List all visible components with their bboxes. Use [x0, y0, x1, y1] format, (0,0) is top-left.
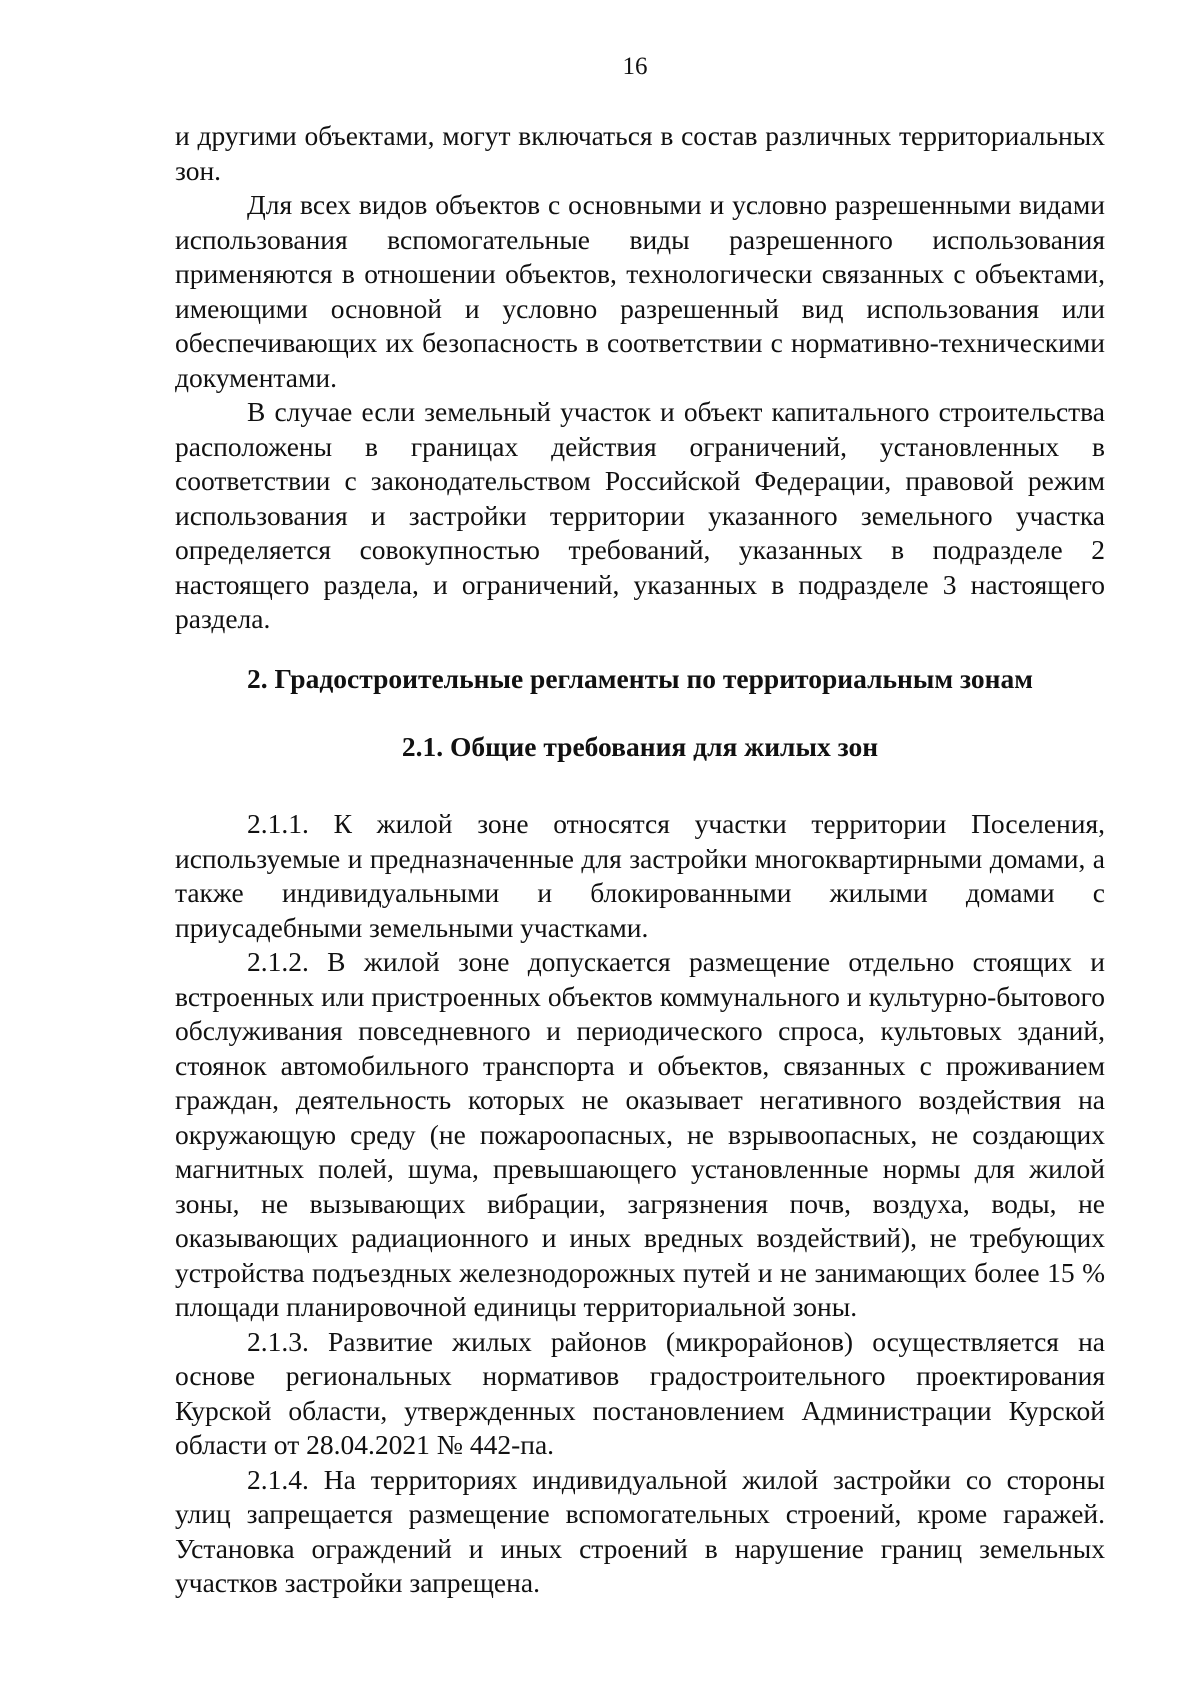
paragraph-continuation: и другими объектами, могут включаться в состав различных территориальных зон.	[175, 120, 1105, 186]
paragraph-restrictions: В случае если земельный участок и объект капитального строительства расположены в границах действия ограничений, установленных в соответствии с законодательством Российской Федерации, правовой режим использования и застройки территории указанного земельного участка определяется совокупностью требований, указанных в подразделе 2 настоящего раздела, и ограничений, указанных в подразделе 3 настоящего раздела.	[175, 396, 1105, 634]
paragraph-auxiliary-uses: Для всех видов объектов с основными и условно разрешенными видами использования вспомогательные виды разрешенного использования применяются в отношении объектов, технологически связанных с объектами, имеющими основной и условно разрешенный вид использования или обеспечивающих их безопасность в соответствии с нормативно-техническими документами.	[175, 189, 1105, 393]
paragraph-2-1-3: 2.1.3. Развитие жилых районов (микрорайонов) осуществляется на основе региональных нормативов градостроительного проектирования Курской области, утвержденных постановлением Администрации Курской области от 28.04.2021 № 442-па.	[175, 1325, 1105, 1460]
text-block-top	[175, 119, 1105, 637]
subsection-heading: 2.1. Общие требования для жилых зон	[401, 731, 879, 762]
paragraph-2-1-2: 2.1.2. В жилой зоне допускается размещение отдельно стоящих и встроенных или пристроенных объектов коммунального и культурно-бытового обслуживания повседневного и периодического спроса, культовых зданий, стоянок автомобильного транспорта и объектов, связанных с проживанием граждан, деятельность которых не оказывает негативного воздействия на окружающую среду (не пожароопасных, не взрывоопасных, не создающих магнитных полей, шума, превышающего установленные нормы для жилой зоны, не вызывающих вибрации, загрязнения почв, воздуха, воды, не оказывающих радиационного и иных вредных воздействий), не требующих устройства подъездных железнодорожных путей и не занимающих более 15 % площади планировочной единицы территориальной зоны.	[175, 946, 1105, 1322]
paragraph-2-1-4: 2.1.4. На территориях индивидуальной жилой застройки со стороны улиц запрещается размещение вспомогательных строений, кроме гаражей. Установка ограждений и иных строений в нарушение границ земельных участков застройки запрещена.	[175, 1463, 1105, 1598]
paragraph-2-1-1: 2.1.1. К жилой зоне относятся участки территории Поселения, используемые и предназначенные для застройки многоквартирными домами, а также индивидуальными и блокированными жилыми домами с приусадебными земельными участками.	[175, 808, 1105, 943]
text-block-bottom	[175, 807, 1105, 1601]
page-number: 16	[622, 53, 648, 80]
section-heading: 2. Градостроительные регламенты по территориальным зонам	[247, 663, 1033, 694]
